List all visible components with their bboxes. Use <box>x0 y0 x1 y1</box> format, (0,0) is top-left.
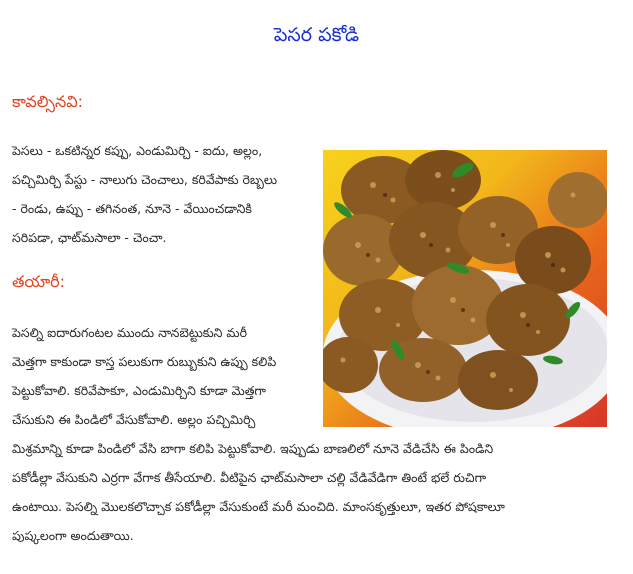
preparation-line: పుష్కలంగా అందుతాయి. <box>12 528 134 543</box>
ingredients-line: పెసలు - ఒకటిన్నర కప్పు, ఎండుమిర్చి - ఐదు, అల్లం, <box>12 143 263 158</box>
ingredients-line: సరిపడా, ఛాట్‌మసాలా - చెంచా. <box>12 230 167 245</box>
preparation-line: పెట్టుకోవాలి. కరివేపాకూ, ఎండుమిర్చిని కూడా మెత్తగా <box>12 383 266 398</box>
preparation-line: పెసల్ని ఐదారుగంటల ముందు నానబెట్టుకుని మరీ <box>12 325 248 340</box>
preparation-heading: తయారీ: <box>12 272 66 291</box>
preparation-text <box>12 318 624 550</box>
preparation-line: పకోడీల్లా వేసుకుని ఎర్రగా వేగాక తీసేయాలి. వీటిపైన ఛాట్‌మసాలా చల్లి వేడివేడిగా తింటే భలే రుచిగా <box>12 470 487 485</box>
preparation-line: మెత్తగా కాకుండా కాస్త పలుకుగా రుబ్బుకుని ఉప్పు కలిపి <box>12 354 277 369</box>
ingredients-line: - రెండు, ఉప్పు - తగినంత, నూనె - వేయించడానికి <box>12 201 252 216</box>
preparation-line: ఉంటాయి. పెసల్ని మొలకలొచ్చాక పకోడీల్లా వేసుకుంటే మరీ మంచిది. మాంసకృత్తులూ, ఇతర పోషకాలూ <box>12 499 505 514</box>
ingredients-line: పచ్చిమిర్చి పేస్టు - నాలుగు చెంచాలు, కరివేపాకు రెబ్బలు <box>12 172 278 187</box>
ingredients-heading: కావల్సినవి: <box>12 92 83 111</box>
preparation-line: మిశ్రమాన్ని కూడా పిండిలో వేసి బాగా కలిపి పెట్టుకోవాలి. ఇప్పుడు బాణలిలో నూనె వేడిచేసి ఈ పిండిని <box>12 441 494 456</box>
ingredients-text <box>12 136 317 252</box>
page-title: పెసర పకోడి <box>273 24 360 46</box>
preparation-line: చేసుకుని ఈ పిండిలో వేసుకోవాలి. అల్లం పచ్చిమిర్చి <box>12 412 256 427</box>
